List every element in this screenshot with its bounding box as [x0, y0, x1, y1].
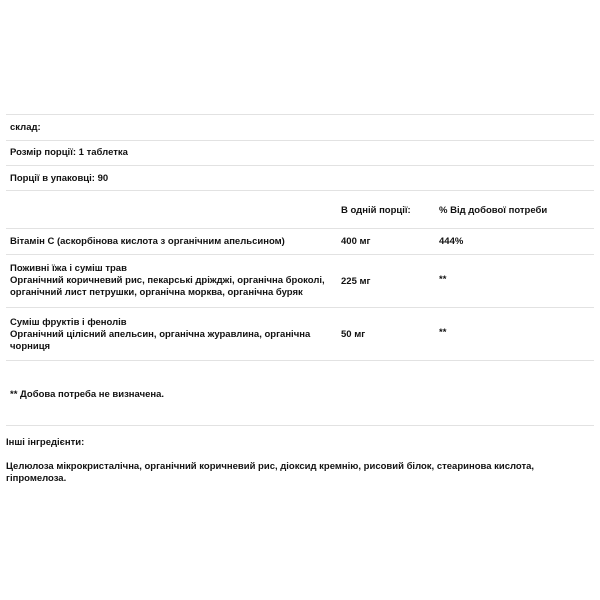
ingredient-name: Вітамін C (аскорбінова кислота з органічним апельсином): [10, 236, 285, 247]
ingredient-amount: 225 мг: [341, 276, 371, 287]
serving-size: Розмір порції: 1 таблетка: [10, 147, 128, 158]
divider: [6, 140, 594, 141]
other-ingredients-text: Целюлоза мікрокристалічна, органічний коричневий рис, діоксид кремнію, рисовий білок, стеаринова кислота,: [6, 461, 535, 472]
ingredient-detail: Органічний цілісний апельсин, органічна журавлина, органічна: [10, 329, 311, 340]
ingredient-dv: **: [439, 327, 447, 338]
ingredient-amount: 400 мг: [341, 236, 371, 247]
ingredient-detail: органічний лист петрушки, органічна морква, органічна буряк: [10, 287, 303, 298]
divider: [6, 360, 594, 361]
footnote: ** Добова потреба не визначена.: [10, 389, 165, 400]
other-ingredients-label: Інші інгредієнти:: [6, 437, 85, 448]
column-header-daily-value: % Від добової потреби: [439, 205, 548, 216]
page-title: склад:: [10, 122, 41, 133]
ingredient-name: Суміш фруктів і фенолів: [10, 317, 127, 328]
divider: [6, 190, 594, 191]
ingredient-name: Поживні їжа і суміш трав: [10, 263, 127, 274]
ingredient-amount: 50 мг: [341, 329, 366, 340]
ingredient-detail: Органічний коричневий рис, пекарські дріжджі, органічна броколі,: [10, 275, 325, 286]
divider: [6, 254, 594, 255]
ingredient-detail: чорниця: [10, 341, 51, 352]
ingredient-dv: **: [439, 274, 447, 285]
divider: [6, 228, 594, 229]
divider: [6, 165, 594, 166]
column-header-amount: В одній порції:: [341, 205, 411, 216]
divider: [6, 425, 594, 426]
other-ingredients-text: гіпромелоза.: [6, 473, 67, 484]
servings-per-container: Порції в упаковці: 90: [10, 173, 109, 184]
divider: [6, 114, 594, 115]
divider: [6, 307, 594, 308]
ingredient-dv: 444%: [439, 236, 464, 247]
